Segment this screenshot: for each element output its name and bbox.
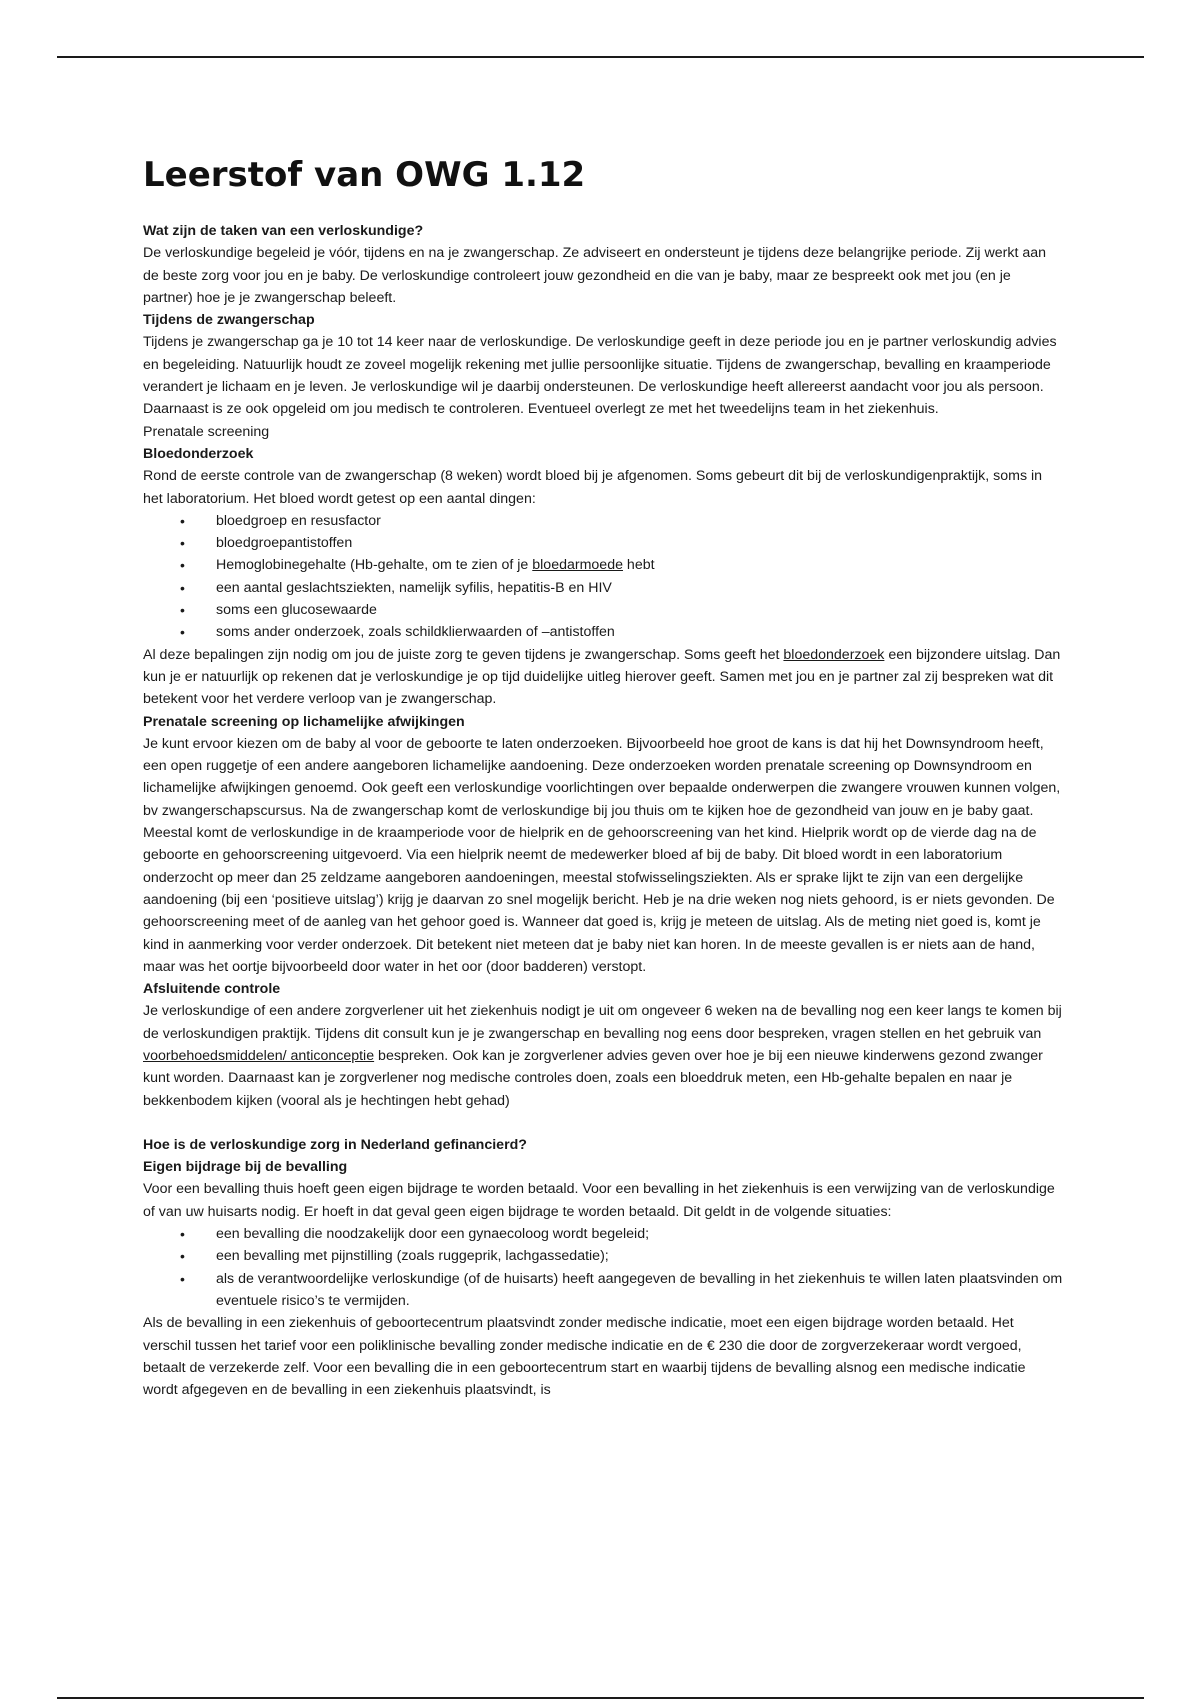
paragraph-afsluitende <box>143 1000 1063 1111</box>
list-item-text: hebt <box>622 557 655 574</box>
list-item: • een aantal geslachtsziekten, namelijk syfilis, hepatitis-B en HIV <box>143 577 1063 599</box>
list-item <box>143 554 1063 576</box>
paragraph-text: een bijzondere uitslag. Dan kun je er natuurlijk op rekenen dat je verloskundige je op tijd duidelijke uitleg hierover geeft. Samen met jou en je partner zal zij bespreken wat dit betekent voor het verdere verloop van je zwangerschap. <box>143 646 1061 708</box>
link-anticonceptie[interactable]: voorbehoedsmiddelen/ anticonceptie <box>143 1047 375 1064</box>
heading-eigen-bijdrage: Eigen bijdrage bij de bevalling <box>143 1159 348 1176</box>
heading-taken: Wat zijn de taken van een verloskundige? <box>143 223 424 239</box>
heading-bloedonderzoek: Bloedonderzoek <box>143 445 254 462</box>
bottom-rule <box>57 1697 1144 1699</box>
list-item: • bloedgroepantistoffen <box>143 532 1063 554</box>
link-bloedarmoede[interactable]: bloedarmoede <box>532 557 623 574</box>
paragraph-bepalingen <box>143 644 1063 711</box>
list-item-text: Hemoglobinegehalte (Hb-gehalte, om te zien of je <box>216 557 533 574</box>
paragraph-prenatale-screening: Prenatale screening <box>143 423 270 440</box>
list-item: • als de verantwoordelijke verloskundige (of de huisarts) heeft aangegeven de bevalling in het ziekenhuis te willen laten plaatsvinden om eventuele risico’s te vermijden. <box>143 1268 1063 1313</box>
paragraph-zonder-indicatie: Als de bevalling in een ziekenhuis of geboortecentrum plaatsvindt zonder medische indicatie, moet een eigen bijdrage worden betaald. Het verschil tussen het tarief voor een poliklinische bevalling zonder medische indicatie en de € 230 die door de zorgverzekeraar wordt vergoed, betaalt de verzekerde zelf. Voor een bevalling die in een geboortecentrum start en waarbij tijdens de bevalling alsnog een medische indicatie wordt afgegeven en de bevalling in een ziekenhuis plaatsvindt, is <box>143 1315 1026 1399</box>
list-item: • bloedgroep en resusfactor <box>143 510 1063 532</box>
page-title: Leerstof van OWG 1.12 <box>143 155 586 195</box>
list-item: • soms een glucosewaarde <box>143 599 1063 621</box>
paragraph-eigen-bijdrage: Voor een bevalling thuis hoeft geen eigen bijdrage te worden betaald. Voor een bevalling in het ziekenhuis is een verwijzing van de verloskundige of van uw huisarts nodig. Er hoeft in dat geval geen eigen bijdrage te worden betaald. Dit geldt in de volgende situaties: <box>143 1181 1055 1220</box>
paragraph-bloedonderzoek: Rond de eerste controle van de zwangerschap (8 weken) wordt bloed bij je afgenomen. Soms gebeurt dit bij de verloskundigenpraktijk, soms in het laboratorium. Het bloed wordt getest op een aantal dingen: <box>143 468 1043 507</box>
paragraph-prenatale: Je kunt ervoor kiezen om de baby al voor de geboorte te laten onderzoeken. Bijvoorbeeld hoe groot de kans is dat hij het Downsyndroom heeft, een open ruggetje of een andere aangeboren lichamelijke aandoening. Deze onderzoeken worden prenatale screening op Downsyndroom en lichamelijke afwijkingen genoemd. Ook geeft een verloskundige voorlichtingen over bepaalde onderwerpen die zwangere vrouwen kunnen volgen, bv zwangerschapscursus. Na de zwangerschap komt de verloskundige bij jou thuis om te kijken hoe de gezondheid van jouw en je baby gaat. Meestal komt de verloskundige in de kraamperiode voor de hielprik en de gehoorscreening van het kind. Hielprik wordt op de vierde dag na de geboorte en gehoorscreening uitgevoerd. Via een hielprik neemt de medewerker bloed af bij de baby. Dit bloed wordt in een laboratorium onderzocht op meer dan 25 zeldzame aangeboren aandoeningen, meestal stofwisselingsziekten. Als er sprake lijkt te zijn van een dergelijke aandoening (bij een ‘positieve uitslag’) krijg je daarvan zo snel mogelijk bericht. Heb je na drie weken nog niets gehoord, is er niets gevonden. De gehoorscreening meet of de aanleg van het gehoor goed is. Wanneer dat goed is, krijg je meteen de uitslag. Als de meting niet goed is, komt je kind in aanmerking voor verder onderzoek. Dit betekent niet meteen dat je baby niet kan horen. In de meeste gevallen is er niets aan de hand, maar was het oortje bijvoorbeeld door water in het oor (door badderen) verstopt. <box>143 735 1061 975</box>
list-item: • soms ander onderzoek, zoals schildklierwaarden of –antistoffen <box>143 621 1063 643</box>
list-item: • een bevalling die noodzakelijk door een gynaecoloog wordt begeleid; <box>143 1223 1063 1245</box>
heading-prenatale-screening: Prenatale screening op lichamelijke afwijkingen <box>143 713 465 730</box>
heading-afsluitende-controle: Afsluitende controle <box>143 981 281 998</box>
paragraph-text: bespreken. Ook kan je zorgverlener advies geven over hoe je bij een nieuwe kinderwens gezond zwanger kunt worden. Daarnaast kan je zorgverlener nog medische controles doen, zoals een bloeddruk meten, een Hb-gehalte bepalen en naar je bekkenbodem kijken (vooral als je hechtingen hebt gehad) <box>143 1047 1043 1109</box>
paragraph-zwangerschap: Tijdens je zwangerschap ga je 10 tot 14 keer naar de verloskundige. De verloskundige geeft in deze periode jou en je partner verloskundig advies en begeleiding. Natuurlijk houdt ze zoveel mogelijk rekening met jullie persoonlijke situatie. Tijdens de zwangerschap, bevalling en kraamperiode verandert je lichaam en je leven. Je verloskundige wil je daarbij ondersteunen. De verloskundige heeft allereerst aandacht voor jou als persoon. Daarnaast is ze ook opgeleid om jou medisch te controleren. Eventueel overlegt ze met het tweedelijns team in het ziekenhuis. <box>143 334 1057 418</box>
spacer <box>143 1112 1063 1134</box>
paragraph-taken: De verloskundige begeleid je vóór, tijdens en na je zwangerschap. Ze adviseert en ondersteunt je tijdens deze belangrijke periode. Zij werkt aan de beste zorg voor jou en je baby. De verloskundige controleert jouw gezondheid en die van je baby, maar ze bespreekt ook met jou (en je partner) hoe je je zwangerschap beleeft. <box>143 245 1047 306</box>
document-body <box>143 152 1063 1401</box>
heading-financiering: Hoe is de verloskundige zorg in Nederland gefinancierd? <box>143 1136 527 1153</box>
list-situaties <box>143 1223 1063 1312</box>
paragraph-text: Je verloskundige of een andere zorgverlener uit het ziekenhuis nodigt je uit om ongeveer 6 weken na de bevalling nog een keer langs te komen bij de verloskundigen praktijk. Tijdens dit consult kun je je zwangerschap en bevalling nog eens door bespreken, vragen stellen en het gebruik van <box>143 1003 1062 1042</box>
paragraph-text: Al deze bepalingen zijn nodig om jou de juiste zorg te geven tijdens je zwangerschap. Soms geeft het <box>143 646 784 663</box>
list-item: • een bevalling met pijnstilling (zoals ruggeprik, lachgassedatie); <box>143 1245 1063 1267</box>
top-rule <box>57 56 1144 58</box>
list-bloedtesten <box>143 510 1063 644</box>
heading-zwangerschap: Tijdens de zwangerschap <box>143 312 315 329</box>
link-bloedonderzoek[interactable]: bloedonderzoek <box>783 646 885 663</box>
